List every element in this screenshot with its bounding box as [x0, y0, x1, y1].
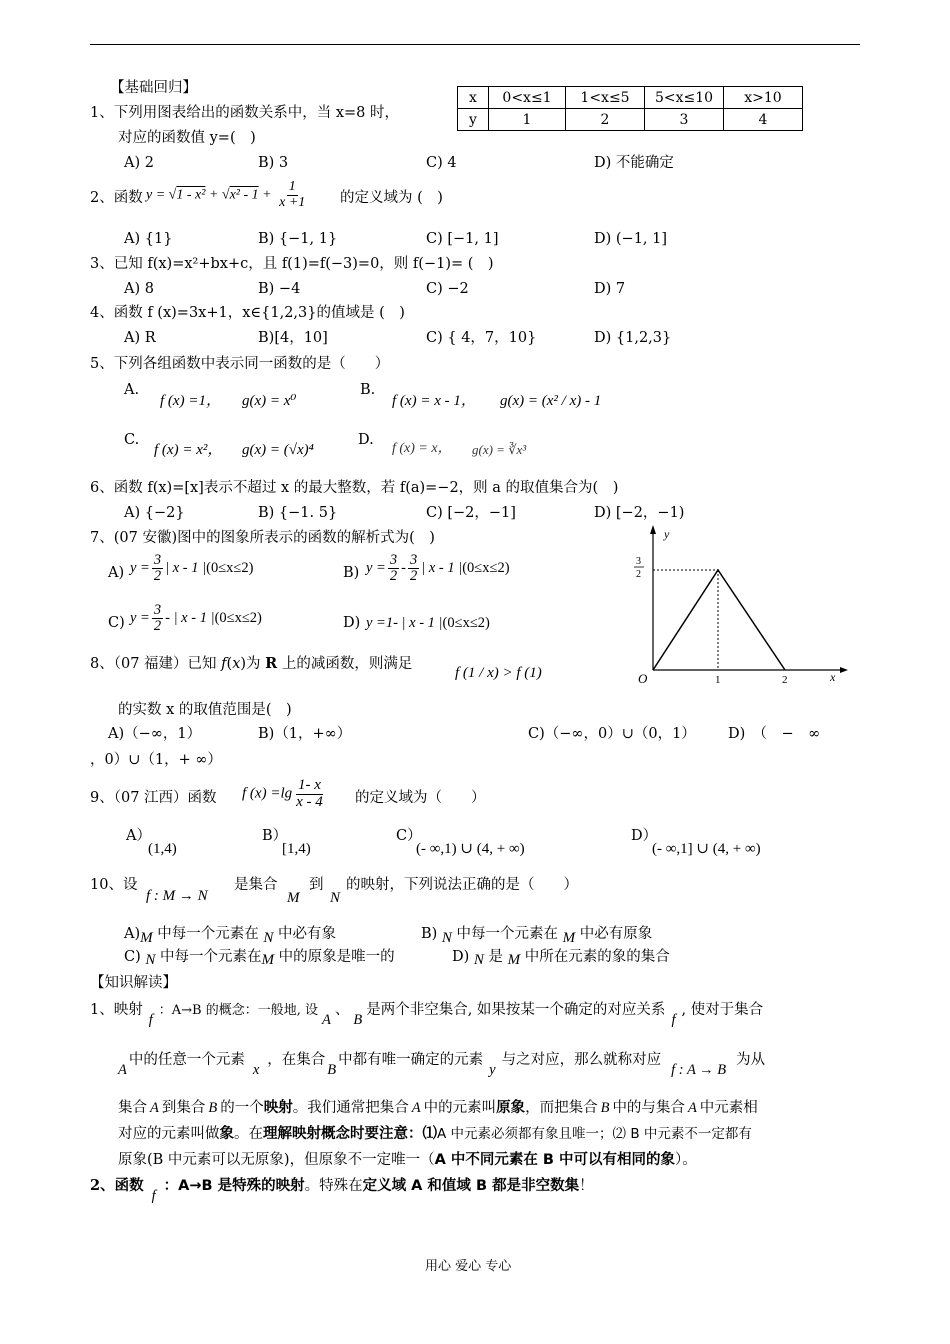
q9-suffix: 的定义域为（ ） [355, 790, 486, 806]
q6-option-b: B) {−1. 5} [258, 505, 338, 521]
q3-option-d: D) 7 [594, 281, 626, 297]
q8-option-b: B)（1，+∞） [258, 726, 352, 742]
x-axis-arrow [840, 667, 848, 673]
q8-option-d-cont: ，0）∪（1，+ ∞） [90, 752, 222, 768]
q4-stem: 4、函数 f (x)=3x+1，x∈{1,2,3}的值域是 ( ) [90, 305, 405, 321]
q9-option-a-value: (1,4) [148, 841, 177, 857]
q7-option-d-formula: y =1- | x - 1 |(0≤x≤2) [366, 615, 490, 631]
table-cell: 4 [724, 109, 803, 131]
q3-option-c: C) −2 [426, 281, 469, 297]
q6-option-c: C) [−2，−1] [426, 505, 516, 521]
q7-stem: 7、(07 安徽)图中的图象所表示的函数的解析式为( ) [90, 530, 435, 546]
q3-stem: 3、已知 f(x)=x²+bx+c，且 f(1)=f(−3)=0，则 f(−1)= ( ) [90, 256, 494, 272]
k1-line5: 原象(B 中元素可以无原象)，但原象不一定唯一（A 中不同元素在 B 中可以有相同的象）。 [118, 1152, 697, 1168]
q4-option-b: B)[4，10] [258, 330, 328, 346]
q2-suffix: 的定义域为 ( ) [340, 190, 443, 206]
q8-option-a: A)（−∞，1） [108, 726, 202, 742]
q2-prefix: 2、函数 [90, 190, 143, 206]
q4-option-d: D) {1,2,3} [594, 330, 672, 346]
q10-option-d: D) N 是 M 中所在元素的象的集合 [452, 949, 670, 968]
q5-option-a-f: f (x) =1， [160, 393, 221, 409]
q6-option-d: D) [−2，−1) [594, 505, 685, 521]
q2-option-d: D) (−1, 1] [594, 231, 668, 247]
q7-option-d-label: D) [343, 615, 361, 631]
q9-option-c-value: (- ∞,1) ∪ (4, + ∞) [416, 841, 525, 857]
q10-option-c: C) N 中每一个元素在M 中的原象是唯一的 [124, 949, 395, 968]
q8-option-d: D) （ − ∞ [728, 726, 821, 742]
q5-option-b-f: f (x) = x - 1， [392, 393, 476, 409]
table-cell: 3 [645, 109, 724, 131]
table-cell: y [458, 109, 489, 131]
table-row-y [458, 109, 803, 131]
q7-option-a-formula: y = $\frac{3}{2}$ | x - 1 |(0≤x≤2) [130, 552, 254, 585]
q10-option-b: B) N 中每一个元素在 M 中必有原象 [421, 926, 653, 946]
q2-option-b: B) {−1, 1} [258, 231, 338, 247]
q7-option-c-formula: y = $\frac{3}{2}$ - | x - 1 |(0≤x≤2) [130, 602, 262, 635]
q10-stem-b: 是集合 [234, 877, 278, 893]
q5-option-d-g: g(x) = ∛x³ [472, 442, 527, 457]
origin-label: O [638, 671, 648, 686]
q10-stem-d: 的映射，下列说法正确的是（ ） [346, 877, 578, 893]
q2-option-a: A) {1} [124, 231, 173, 247]
table-cell: 1 [489, 109, 566, 131]
q10-stem-a: 10、设 [90, 877, 138, 893]
q8-inequality: f (1 / x) > f (1) [455, 665, 542, 681]
q2-option-c: C) [−1, 1] [426, 231, 499, 247]
k1-line3: 集合 A 到集合 B 的一个映射。我们通常把集合 A 中的元素叫原象，而把集合 B 中的与集合 A 中元素相 [118, 1100, 758, 1116]
q9-option-b-label: B） [262, 828, 288, 844]
q7-option-b-formula: y = $\frac{3}{2}$ - $\frac{3}{2}$ | x - 1 |(0≤x≤2) [366, 552, 510, 585]
q9-formula: f (x) =lg $\frac{1- x}{x - 4}$ [242, 777, 323, 810]
q9-option-d-label: D） [631, 828, 658, 844]
k1-line2: A中的任意一个元素x，在集合B中都有唯一确定的元素y与之对应，那么就称对应f : A → B为从 [118, 1052, 766, 1078]
q7-option-b-label: B) [343, 565, 360, 581]
q5-option-d-f: f (x) = x， [392, 441, 452, 456]
q1-stem-line2: 对应的函数值 y=( ) [118, 130, 256, 146]
q10-set-n: N [330, 890, 341, 906]
q6-option-a: A) {−2} [124, 505, 185, 521]
table-cell: 2 [566, 109, 645, 131]
y-mark-numerator: 3 [636, 556, 641, 567]
q8-stem: 8、（07 福建）已知 f(x)为 R 上的减函数，则满足 [90, 655, 413, 672]
table-cell: x>10 [724, 87, 803, 109]
q9-option-d-value: (- ∞,1] ∪ (4, + ∞) [652, 841, 761, 857]
q4-option-a: A) R [124, 330, 156, 346]
q5-option-c-label: C. [124, 432, 140, 448]
q9-option-a-label: A） [126, 828, 151, 844]
q10-map: f : M → N [146, 888, 208, 904]
header-rule [90, 44, 860, 45]
q7-option-c-label: C) [108, 615, 125, 631]
table-cell: 0<x≤1 [489, 87, 566, 109]
q5-option-c-g: g(x) = (√x)⁴ [242, 442, 314, 458]
q5-option-d-label: D. [358, 432, 374, 448]
q1-option-d: D) 不能确定 [594, 155, 674, 171]
section-heading-basics: 【基础回归】 [110, 80, 197, 96]
table-row-x [458, 87, 803, 109]
function-table [457, 86, 803, 131]
q5-option-a-label: A. [124, 382, 140, 398]
y-mark-denominator: 2 [636, 569, 641, 580]
q5-option-a-g: g(x) = x⁰ [242, 393, 297, 409]
q7-graph [608, 520, 848, 690]
q7-option-a-label: A) [108, 565, 125, 581]
function-line [653, 570, 785, 670]
q10-stem-c: 到 [309, 877, 324, 893]
q5-option-c-f: f (x) = x²， [154, 442, 223, 458]
section-heading-knowledge: 【知识解读】 [90, 975, 177, 991]
q9-option-b-value: [1,4) [282, 841, 311, 857]
k1-line4: 对应的元素叫做象。在理解映射概念时要注意：⑴A 中元素必须都有象且唯一；⑵ B 中元素不一定都有 [118, 1126, 752, 1142]
tick-label-2: 2 [782, 674, 788, 686]
q3-option-b: B) −4 [258, 281, 301, 297]
q5-option-b-label: B. [360, 382, 376, 398]
q1-stem-line1: 1、下列用图表给出的函数关系中，当 x=8 时， [90, 105, 399, 121]
k1-line1: 1、映射f：A→B 的概念：一般地, 设A、B是两个非空集合, 如果按某一个确定的对应关系f, 使对于集合 [90, 1002, 764, 1028]
q5-option-b-g: g(x) = (x² / x) - 1 [500, 393, 602, 409]
q10-option-a: A)M 中每一个元素在 N 中必有象 [124, 926, 336, 946]
q10-set-m: M [287, 890, 300, 906]
q2-formula: y = √1 - x² + √x² - 1 + $\frac{1}{x +1}$ [146, 179, 306, 210]
q9-stem: 9、（07 江西）函数 [90, 790, 217, 806]
q8-option-c: C)（−∞，0）∪（0，1） [528, 726, 696, 742]
q8-stem-2: 的实数 x 的取值范围是( ) [118, 702, 292, 718]
y-axis-label: y [664, 527, 670, 541]
table-cell: 5<x≤10 [645, 87, 724, 109]
q3-option-a: A) 8 [124, 281, 154, 297]
table-cell: 1<x≤5 [566, 87, 645, 109]
tick-label-1: 1 [715, 674, 721, 686]
q1-option-b: B) 3 [258, 155, 289, 171]
q1-option-a: A) 2 [124, 155, 154, 171]
footer-text: 用心 爱心 专心 [425, 1259, 512, 1274]
table-cell: x [458, 87, 489, 109]
q4-option-c: C) { 4，7，10} [426, 330, 537, 346]
y-axis-arrow [650, 525, 656, 534]
k2-line: 2、函数f：A→B 是特殊的映射。特殊在定义域 A 和值域 B 都是非空数集！ [90, 1177, 594, 1204]
x-axis-label: x [830, 670, 836, 684]
q5-stem: 5、下列各组函数中表示同一函数的是（ ） [90, 356, 390, 372]
q6-stem: 6、函数 f(x)=[x]表示不超过 x 的最大整数，若 f(a)=−2，则 a 的取值集合为( ) [90, 480, 619, 496]
q1-option-c: C) 4 [426, 155, 457, 171]
q9-option-c-label: C） [396, 828, 422, 844]
